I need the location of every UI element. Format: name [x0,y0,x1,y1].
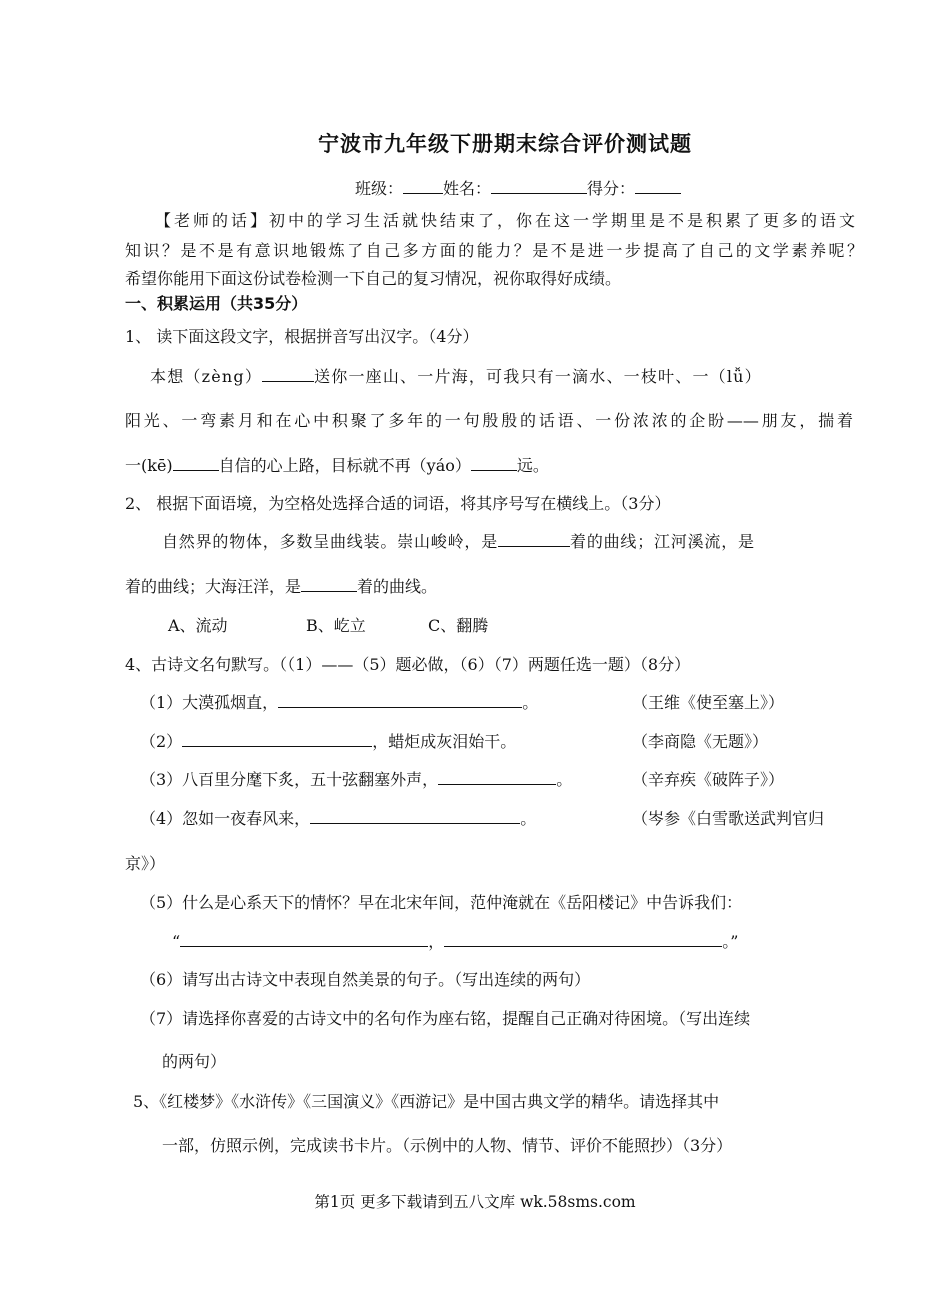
q2-text-c: 着的曲线；大海汪洋，是 [125,577,302,596]
score-blank [635,178,681,194]
q4-item-3-text: （3）八百里分麾下炙，五十弦翻塞外声， [140,770,439,789]
q4-item-7: （7）请选择你喜爱的古诗文中的名句作为座右铭，提醒自己正确对待困境。（写出连续 [140,1009,751,1028]
q1-text-d: 自信的心上路，目标就不再（yáo） [218,456,471,475]
q4-item-4-end: 。 [520,809,537,828]
section-heading-1: 一、积累运用（共35分） [125,294,308,313]
q4-quote-close: 。” [722,932,739,951]
q2-text-d: 着的曲线。 [357,577,438,596]
q4-item-3-end: 。 [556,770,573,789]
q4-item-6: （6）请写出古诗文中表现自然美景的句子。（写出连续的两句） [140,970,591,989]
intro-line-1: 【老师的话】初中的学习生活就快结束了，你在这一学期里是不是积累了更多的语文 [155,211,855,230]
q1-line-1 [150,364,762,387]
q4-quote-comma: ， [428,932,445,951]
q1-blank-3 [471,455,517,471]
intro-line-2: 知识？是不是有意识地锻炼了自己多方面的能力？是不是进一步提高了自己的文学素养呢？ [125,241,863,260]
student-info-line [355,176,681,199]
q1-text-e: 远。 [516,456,549,475]
q4-item-1 [140,690,538,713]
page-footer: 第1页 更多下载请到五八文库 wk.58sms.com [314,1193,636,1211]
q1-text-b: 送你一座山、一片海，可我只有一滴水、一枝叶、一（lǚ） [314,367,762,386]
q4-item-2 [140,729,516,752]
q1-blank-2 [173,455,219,471]
q4-item-4-text: （4）忽如一夜春风来， [140,809,311,828]
q2-line-1 [162,529,755,552]
q4-item-2-end: ，蜡炬成灰泪始干。 [372,732,517,751]
q4-blank-3 [438,769,556,785]
class-label: 班级： [355,179,404,198]
q2-stem: 2、 根据下面语境，为空格处选择合适的词语，将其序号写在横线上。（3分） [125,494,671,513]
q2-option-a: A、流动 [168,616,228,635]
q4-blank-5b [444,931,722,947]
name-blank [491,178,587,194]
q4-item-5-answer [172,929,738,952]
q4-blank-1 [278,692,522,708]
q4-stem: 4、古诗文名句默写。（（1）——（5）题必做，（6）（7）两题任选一题）（8分） [125,655,691,674]
q1-blank-1 [262,366,314,382]
q4-quote-open: “ [172,932,181,951]
intro-line-3: 希望你能用下面这份试卷检测一下自己的复习情况，祝你取得好成绩。 [125,269,622,288]
q4-item-1-text: （1）大漠孤烟直， [140,693,279,712]
q4-item-7-cont: 的两句） [162,1052,227,1071]
q2-blank-2 [301,576,357,592]
q4-item-4 [140,806,536,829]
q4-source-4: （岑参《白雪歌送武判官归 [632,809,825,828]
q4-blank-4 [310,808,520,824]
page-title: 宁波市九年级下册期末综合评价测试题 [318,132,692,156]
q1-text-c: 一(kē) [125,456,173,475]
q2-option-c: C、翻腾 [428,616,489,635]
q2-blank-1 [498,531,570,547]
score-label: 得分： [587,179,636,198]
q4-blank-5a [180,931,428,947]
q4-blank-2 [182,731,372,747]
q5-line-1: 5、《红楼梦》《水浒传》《三国演义》《西游记》是中国古典文学的精华。请选择其中 [133,1092,720,1111]
class-blank [403,178,443,194]
q4-source-1: （王维《使至塞上》） [632,693,785,712]
q2-text-b: 着的曲线；江河溪流，是 [570,532,755,551]
q2-text-a: 自然界的物体，多数呈曲线装。崇山峻岭，是 [162,532,499,551]
q4-source-4-cont: 京》） [125,854,166,873]
q1-text-a: 本想（zèng） [150,367,263,386]
q4-item-1-end: 。 [522,693,539,712]
q1-line-2: 阳光、一弯素月和在心中积聚了多年的一句殷殷的话语、一份浓浓的企盼——朋友，揣着 [125,411,853,430]
name-label: 姓名： [443,179,492,198]
q4-item-3 [140,767,572,790]
q4-source-2: （李商隐《无题》） [632,732,769,751]
q2-line-2 [125,574,437,597]
q1-line-3 [125,453,549,476]
q2-option-b: B、屹立 [306,616,366,635]
q4-source-3: （辛弃疾《破阵子》） [632,770,785,789]
q4-item-5: （5）什么是心系天下的情怀？早在北宋年间，范仲淹就在《岳阳楼记》中告诉我们： [140,893,743,912]
q5-line-2: 一部，仿照示例，完成读书卡片。（示例中的人物、情节、评价不能照抄）（3分） [162,1136,733,1155]
q1-stem: 1、 读下面这段文字，根据拼音写出汉字。（4分） [125,327,479,346]
q4-item-2-text: （2） [140,732,183,751]
